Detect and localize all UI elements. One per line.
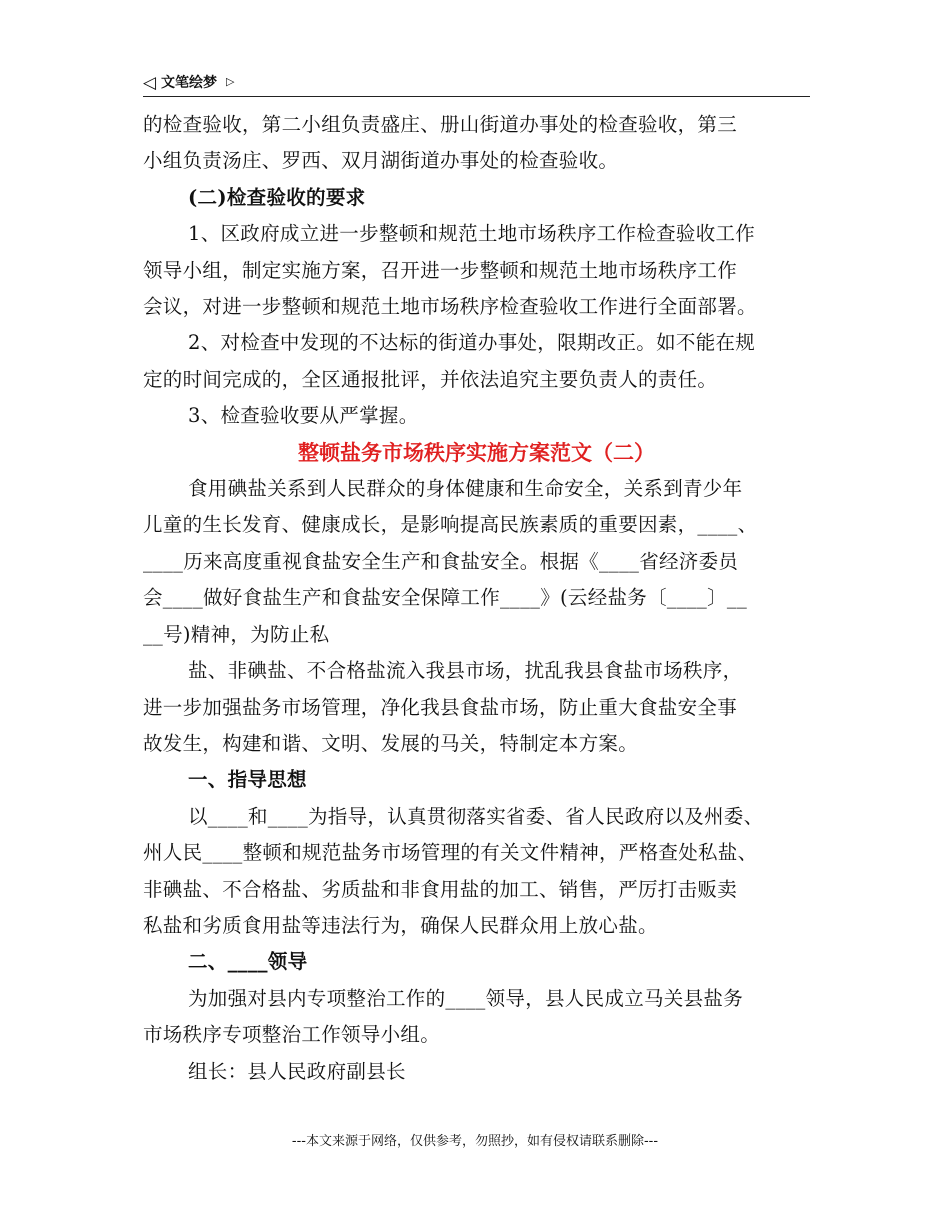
- body-line: 食用碘盐关系到人民群众的身体健康和生命安全，关系到青少年: [188, 477, 743, 501]
- body-line: 儿童的生长发育、健康成长，是影响提高民族素质的重要因素，____、: [143, 513, 758, 537]
- body-line: 1、区政府成立进一步整顿和规范土地市场秩序工作检查验收工作: [188, 222, 756, 246]
- body-line: 以____和____为指导，认真贯彻落实省委、省人民政府以及州委、: [188, 804, 764, 828]
- body-line: 故发生，构建和谐、文明、发展的马关，特制定本方案。: [143, 731, 639, 755]
- body-line: 组长：县人民政府副县长: [188, 1059, 406, 1083]
- body-line: 的检查验收，第二小组负责盛庄、册山街道办事处的检查验收，第三: [143, 113, 738, 136]
- body-line: 进一步加强盐务市场管理，净化我县食盐市场，防止重大食盐安全事: [143, 695, 738, 719]
- section-heading: 二、____领导: [188, 950, 308, 974]
- document-body: [143, 107, 810, 1090]
- body-line: 州人民____整顿和规范盐务市场管理的有关文件精神，严格查处私盐、: [143, 841, 758, 865]
- section-heading: 一、指导思想: [188, 768, 307, 792]
- body-line: __号)精神，为防止私: [143, 622, 330, 646]
- body-line: 2、对检查中发现的不达标的街道办事处，限期改正。如不能在规: [188, 331, 756, 355]
- body-line: 盐、非碘盐、不合格盐流入我县市场，扰乱我县食盐市场秩序，: [188, 659, 743, 683]
- body-line: 会议，对进一步整顿和规范土地市场秩序检查验收工作进行全面部署。: [143, 295, 757, 319]
- body-line: 小组负责汤庄、罗西、双月湖街道办事处的检查验收。: [143, 149, 619, 173]
- page-header: [143, 72, 810, 97]
- body-line: 市场秩序专项整治工作领导小组。: [143, 1023, 441, 1047]
- document-title: 整顿盐务市场秩序实施方案范文（二）: [298, 439, 655, 465]
- body-line: 私盐和劣质食用盐等违法行为，确保人民群众用上放心盐。: [143, 913, 658, 937]
- body-line: 3、检查验收要从严掌握。: [188, 404, 419, 428]
- body-line: 非碘盐、不合格盐、劣质盐和非食用盐的加工、销售，严厉打击贩卖: [143, 877, 738, 901]
- header-title: 文笔绘梦: [161, 75, 217, 91]
- body-line: 会____做好食盐生产和食盐安全保障工作____》(云经盐务〔____〕__: [143, 586, 748, 610]
- right-triangle-icon: ▷: [226, 75, 235, 88]
- body-line: 定的时间完成的，全区通报批评，并依法追究主要负责人的责任。: [143, 367, 718, 391]
- footer-notice: ---本文来源于网络，仅供参考，勿照抄，如有侵权请联系删除---: [291, 1134, 659, 1149]
- left-triangle-icon: ◁: [143, 73, 157, 93]
- section-heading: (二)检查验收的要求: [188, 185, 366, 209]
- body-line: ____历来高度重视食盐安全生产和食盐安全。根据《____省经济委员: [143, 549, 739, 573]
- body-line: 领导小组，制定实施方案，召开进一步整顿和规范土地市场秩序工作: [143, 258, 738, 282]
- body-line: 为加强对县内专项整治工作的____领导，县人民成立马关县盐务: [188, 986, 743, 1010]
